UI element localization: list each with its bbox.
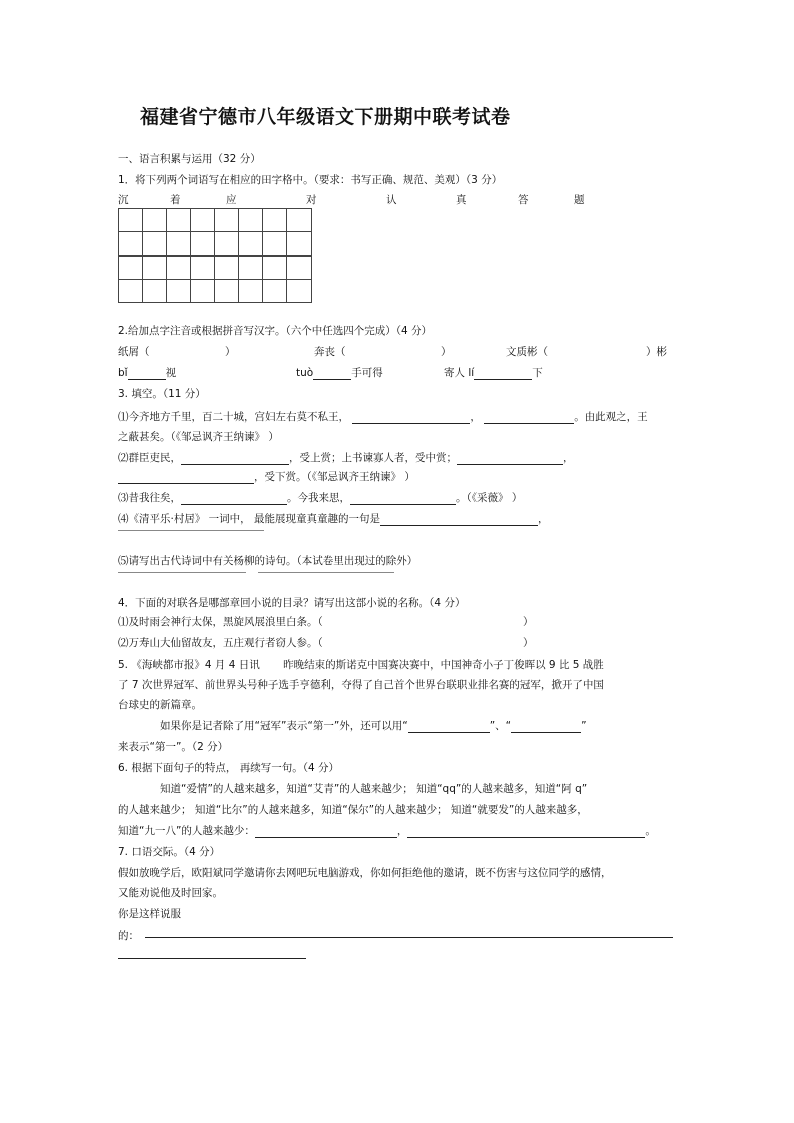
question-3: 3. 填空。（11 分） — [118, 388, 206, 400]
q3-text: ⑴今齐地方千里，百二十城，宫妇左右莫不私王， — [118, 411, 349, 423]
answer-blank[interactable] — [380, 514, 538, 526]
q3-line-1 — [118, 410, 648, 424]
word-char: 认 — [386, 194, 397, 206]
q2-item — [296, 366, 383, 380]
answer-line[interactable] — [118, 530, 264, 531]
answer-line[interactable] — [118, 958, 306, 959]
q3-line-4 — [118, 512, 549, 526]
q5-text: 如果你是记者除了用“冠军”表示“第一”外，还可以用“ — [160, 720, 408, 732]
q3-text: ⑶昔我往矣， — [118, 492, 181, 504]
q3-text: ， — [470, 411, 481, 423]
answer-line[interactable] — [258, 572, 394, 573]
q2-item: 纸屑（ — [118, 346, 150, 358]
answer-blank[interactable] — [350, 493, 456, 505]
word-char: 真 — [456, 194, 467, 206]
q3-text: ， — [563, 452, 574, 464]
answer-blank[interactable] — [457, 453, 563, 465]
q2-word: 手可得 — [351, 367, 383, 379]
q3-line-2 — [118, 451, 574, 465]
answer-blank[interactable] — [255, 826, 397, 838]
q2-pinyin: bǐ — [118, 367, 128, 379]
q3-text: 。（《采薇》 ） — [456, 492, 523, 504]
q3-text: ⑵群臣吏民， — [118, 452, 181, 464]
q6-text: 知道“九一八”的人越来越少： — [118, 825, 255, 837]
question-6: 6. 根据下面句子的特点， 再续写一句。（4 分） — [118, 762, 339, 774]
q4-line-1: ⑴及时雨会神行太保，黑旋风展浪里白条。（ — [118, 616, 323, 628]
answer-blank[interactable] — [408, 721, 490, 733]
answer-line[interactable] — [145, 937, 673, 938]
answer-line[interactable] — [118, 572, 246, 573]
word-char: 对 — [306, 194, 317, 206]
q2-item: ） — [225, 346, 236, 358]
q5-line-3: 台球史的新篇章。 — [118, 699, 202, 711]
q3-line-2b — [118, 470, 415, 484]
word-char: 着 — [170, 194, 181, 206]
q2-item: ）彬 — [646, 346, 667, 358]
q3-line-3 — [118, 491, 522, 505]
q2-pinyin: 寄人 lí — [444, 367, 475, 379]
word-char: 答 — [518, 194, 529, 206]
q2-item — [444, 366, 543, 380]
answer-blank[interactable] — [313, 368, 351, 380]
section-heading: 一、语言积累与运用（32 分） — [118, 153, 261, 165]
tianzige-grid-1[interactable] — [118, 208, 312, 256]
q3-text: ， — [538, 513, 549, 525]
q7-line-1: 假如放晚学后，欧阳斌同学邀请你去网吧玩电脑游戏，你如何拒绝他的邀请，既不伤害与这位同学的感情， — [118, 867, 612, 879]
question-4: 4．下面的对联各是哪部章回小说的目录？请写出这部小说的名称。（4 分） — [118, 597, 466, 609]
q4-line-2: ⑵万寿山大仙留故友，五庄观行者窃人参。（ — [118, 637, 323, 649]
word-char: 题 — [574, 194, 585, 206]
q6-line-3 — [118, 824, 656, 838]
q6-line-1: 知道“爱情”的人越来越多，知道“艾青”的人越来越少； 知道“qq”的人越来越多，知道“阿 q” — [160, 783, 588, 795]
q6-text: ， — [396, 825, 408, 837]
q2-item — [118, 366, 176, 380]
answer-blank[interactable] — [128, 368, 166, 380]
answer-blank[interactable] — [118, 472, 254, 484]
q2-word: 下 — [532, 367, 543, 379]
word-char: 应 — [226, 194, 237, 206]
q2-item: 奔丧（ — [314, 346, 346, 358]
page-title: 福建省宁德市八年级语文下册期中联考试卷 — [140, 106, 511, 128]
q2-item: ） — [441, 346, 452, 358]
q5-line-5: 来表示“第一”。（2 分） — [118, 741, 229, 753]
q2-item: 文质彬（ — [506, 346, 548, 358]
question-7: 7. 口语交际。（4 分） — [118, 846, 221, 858]
q6-text: 。 — [645, 825, 656, 837]
word-char: 沉 — [118, 194, 129, 206]
q5-line-4 — [160, 719, 587, 733]
q7-line-2: 又能劝说他及时回家。 — [118, 887, 223, 899]
answer-blank[interactable] — [181, 493, 287, 505]
tianzige-grid-2[interactable] — [118, 256, 312, 303]
question-2: 2.给加点字注音或根据拼音写汉字。（六个中任选四个完成）（4 分） — [118, 325, 433, 337]
q5-text: ”、“ — [489, 720, 512, 732]
q7-line-4: 的： — [118, 930, 139, 942]
q3-text: ⑷《清平乐·村居》 一词中， 最能展现童真童趣的一句是 — [118, 513, 381, 525]
q5-text: ” — [581, 720, 587, 732]
q3-line-5: ⑸请写出古代诗词中有关杨柳的诗句。（本试卷里出现过的除外） — [118, 555, 418, 567]
answer-blank[interactable] — [352, 412, 470, 424]
answer-blank[interactable] — [511, 721, 581, 733]
q4-close: ） — [523, 637, 534, 649]
q5-line-2: 了 7 次世界冠军、前世界头号种子选手亨德利，夺得了自己首个世界台联职业排名赛的冠军，掀开了中国 — [118, 679, 604, 691]
question-1: 1．将下列两个词语写在相应的田字格中。（要求：书写正确、规范、美观）（3 分） — [118, 174, 503, 186]
q2-word: 视 — [165, 367, 177, 379]
q3-text: ，受下赏。（《邹忌讽齐王纳谏》 ） — [254, 471, 415, 483]
q4-close: ） — [523, 616, 534, 628]
answer-blank[interactable] — [407, 826, 645, 838]
q3-text: 。今我来思， — [287, 492, 350, 504]
q3-text: ，受上赏；上书谏寡人者，受中赏； — [289, 452, 457, 464]
q7-line-3: 你是这样说服 — [118, 908, 181, 920]
q2-pinyin: tuò — [296, 367, 314, 379]
answer-blank[interactable] — [181, 453, 289, 465]
q3-text: 。由此观之，王 — [574, 411, 648, 423]
q6-line-2: 的人越来越少； 知道“比尔”的人越来越多，知道“保尔”的人越来越少； 知道“就要发”的人越来越多， — [118, 804, 588, 816]
answer-blank[interactable] — [474, 368, 532, 380]
question-5: 5. 《海峡都市报》4 月 4 日讯 昨晚结束的斯诺克中国赛决赛中，中国神奇小子丁俊晖以 9 比 5 战胜 — [118, 659, 604, 671]
q3-line-1b: 之蔽甚矣。（《邹忌讽齐王纳谏》 ） — [118, 431, 279, 443]
answer-blank[interactable] — [484, 412, 574, 424]
